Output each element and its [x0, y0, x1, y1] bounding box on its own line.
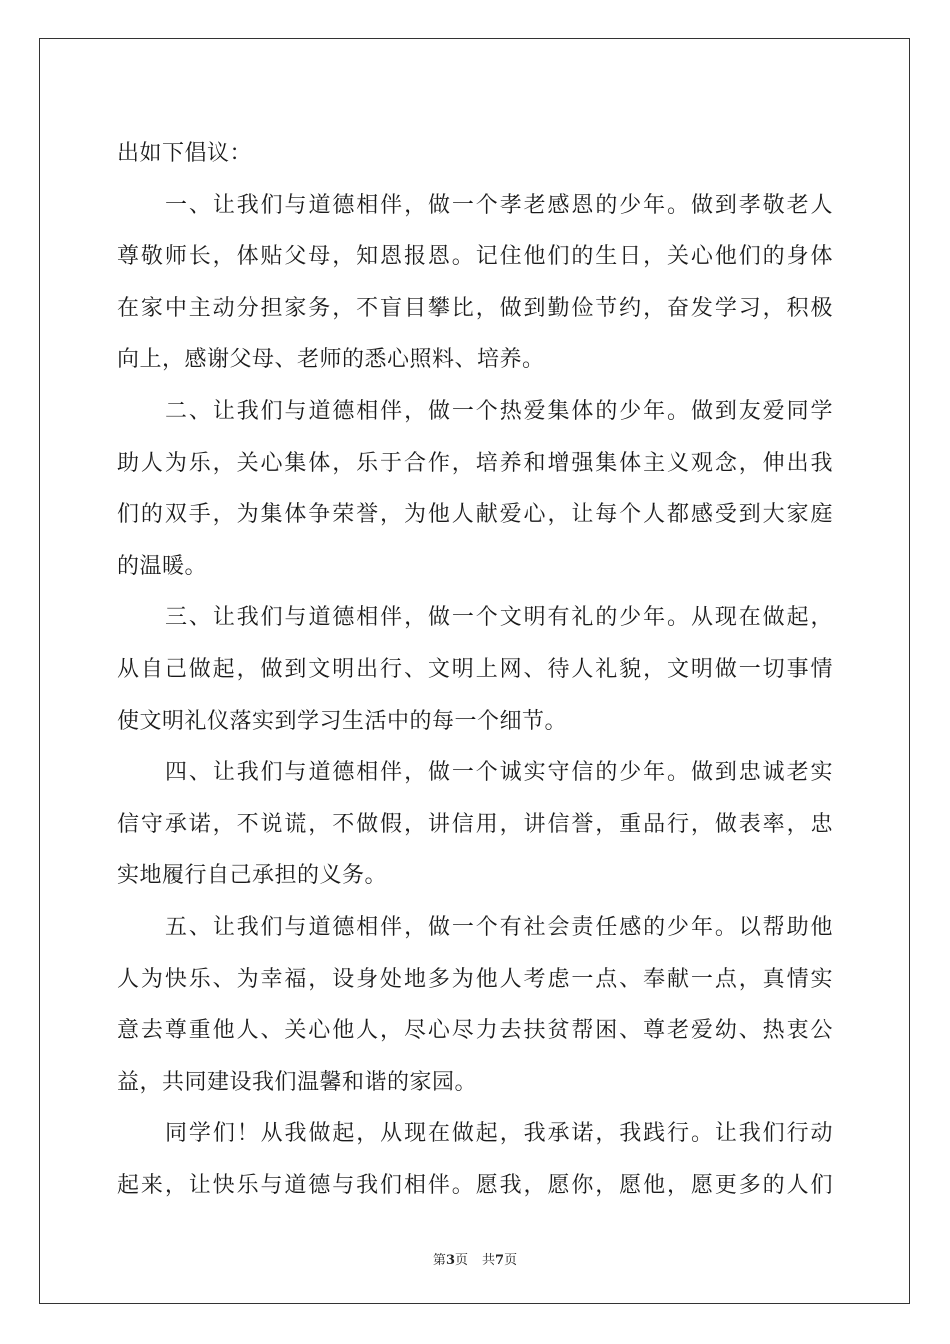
text-line: 从自己做起，做到文明出行、文明上网、待人礼貌，文明做一切事情: [117, 656, 833, 682]
text-line: 使文明礼仪落实到学习生活中的每一个细节。: [117, 708, 568, 734]
text-line: 的温暖。: [117, 553, 208, 579]
text-line: 五、让我们与道德相伴，做一个有社会责任感的少年。以帮助他: [165, 914, 833, 940]
total-pages: 7: [495, 1253, 505, 1268]
text-line: 信守承诺，不说谎，不做假，讲信用，讲信誉，重品行，做表率，忠: [117, 811, 833, 837]
text-line: 在家中主动分担家务，不盲目攀比，做到勤俭节约，奋发学习，积极: [117, 295, 833, 321]
text-line: 们的双手，为集体争荣誉，为他人献爱心，让每个人都感受到大家庭: [117, 502, 833, 528]
text-line: 人为快乐、为幸福，设身处地多为他人考虑一点、奉献一点，真情实: [117, 966, 833, 992]
text-line: 一、让我们与道德相伴，做一个孝老感恩的少年。做到孝敬老人: [165, 192, 833, 218]
text-line: 二、让我们与道德相伴，做一个热爱集体的少年。做到友爱同学: [165, 398, 833, 424]
total-suffix: 页: [504, 1253, 518, 1268]
page-number: 3: [445, 1253, 455, 1268]
text-line: 尊敬师长，体贴父母，知恩报恩。记住他们的生日，关心他们的身体: [117, 244, 833, 270]
text-line: 四、让我们与道德相伴，做一个诚实守信的少年。做到忠诚老实: [165, 760, 833, 786]
total-prefix: 共: [482, 1253, 496, 1268]
text-line: 向上，感谢父母、老师的悉心照料、培养。: [117, 347, 545, 373]
page-prefix: 第: [432, 1253, 446, 1268]
page-footer: [0, 1249, 950, 1268]
text-line: 三、让我们与道德相伴，做一个文明有礼的少年。从现在做起，: [165, 605, 833, 631]
text-line: 益，共同建设我们温馨和谐的家园。: [117, 1069, 478, 1095]
text-line: 意去尊重他人、关心他人，尽心尽力去扶贫帮困、尊老爱幼、热衷公: [117, 1018, 833, 1044]
text-line: 助人为乐，关心集体，乐于合作，培养和增强集体主义观念，伸出我: [117, 450, 833, 476]
text-line: 起来，让快乐与道德与我们相伴。愿我，愿你，愿他，愿更多的人们: [117, 1172, 833, 1198]
text-line: 实地履行自己承担的义务。: [117, 863, 388, 889]
text-line: 同学们！从我做起，从现在做起，我承诺，我践行。让我们行动: [165, 1121, 833, 1147]
page-suffix: 页: [454, 1253, 468, 1268]
document-body: [117, 128, 833, 1211]
text-line: 出如下倡议：: [117, 141, 253, 166]
